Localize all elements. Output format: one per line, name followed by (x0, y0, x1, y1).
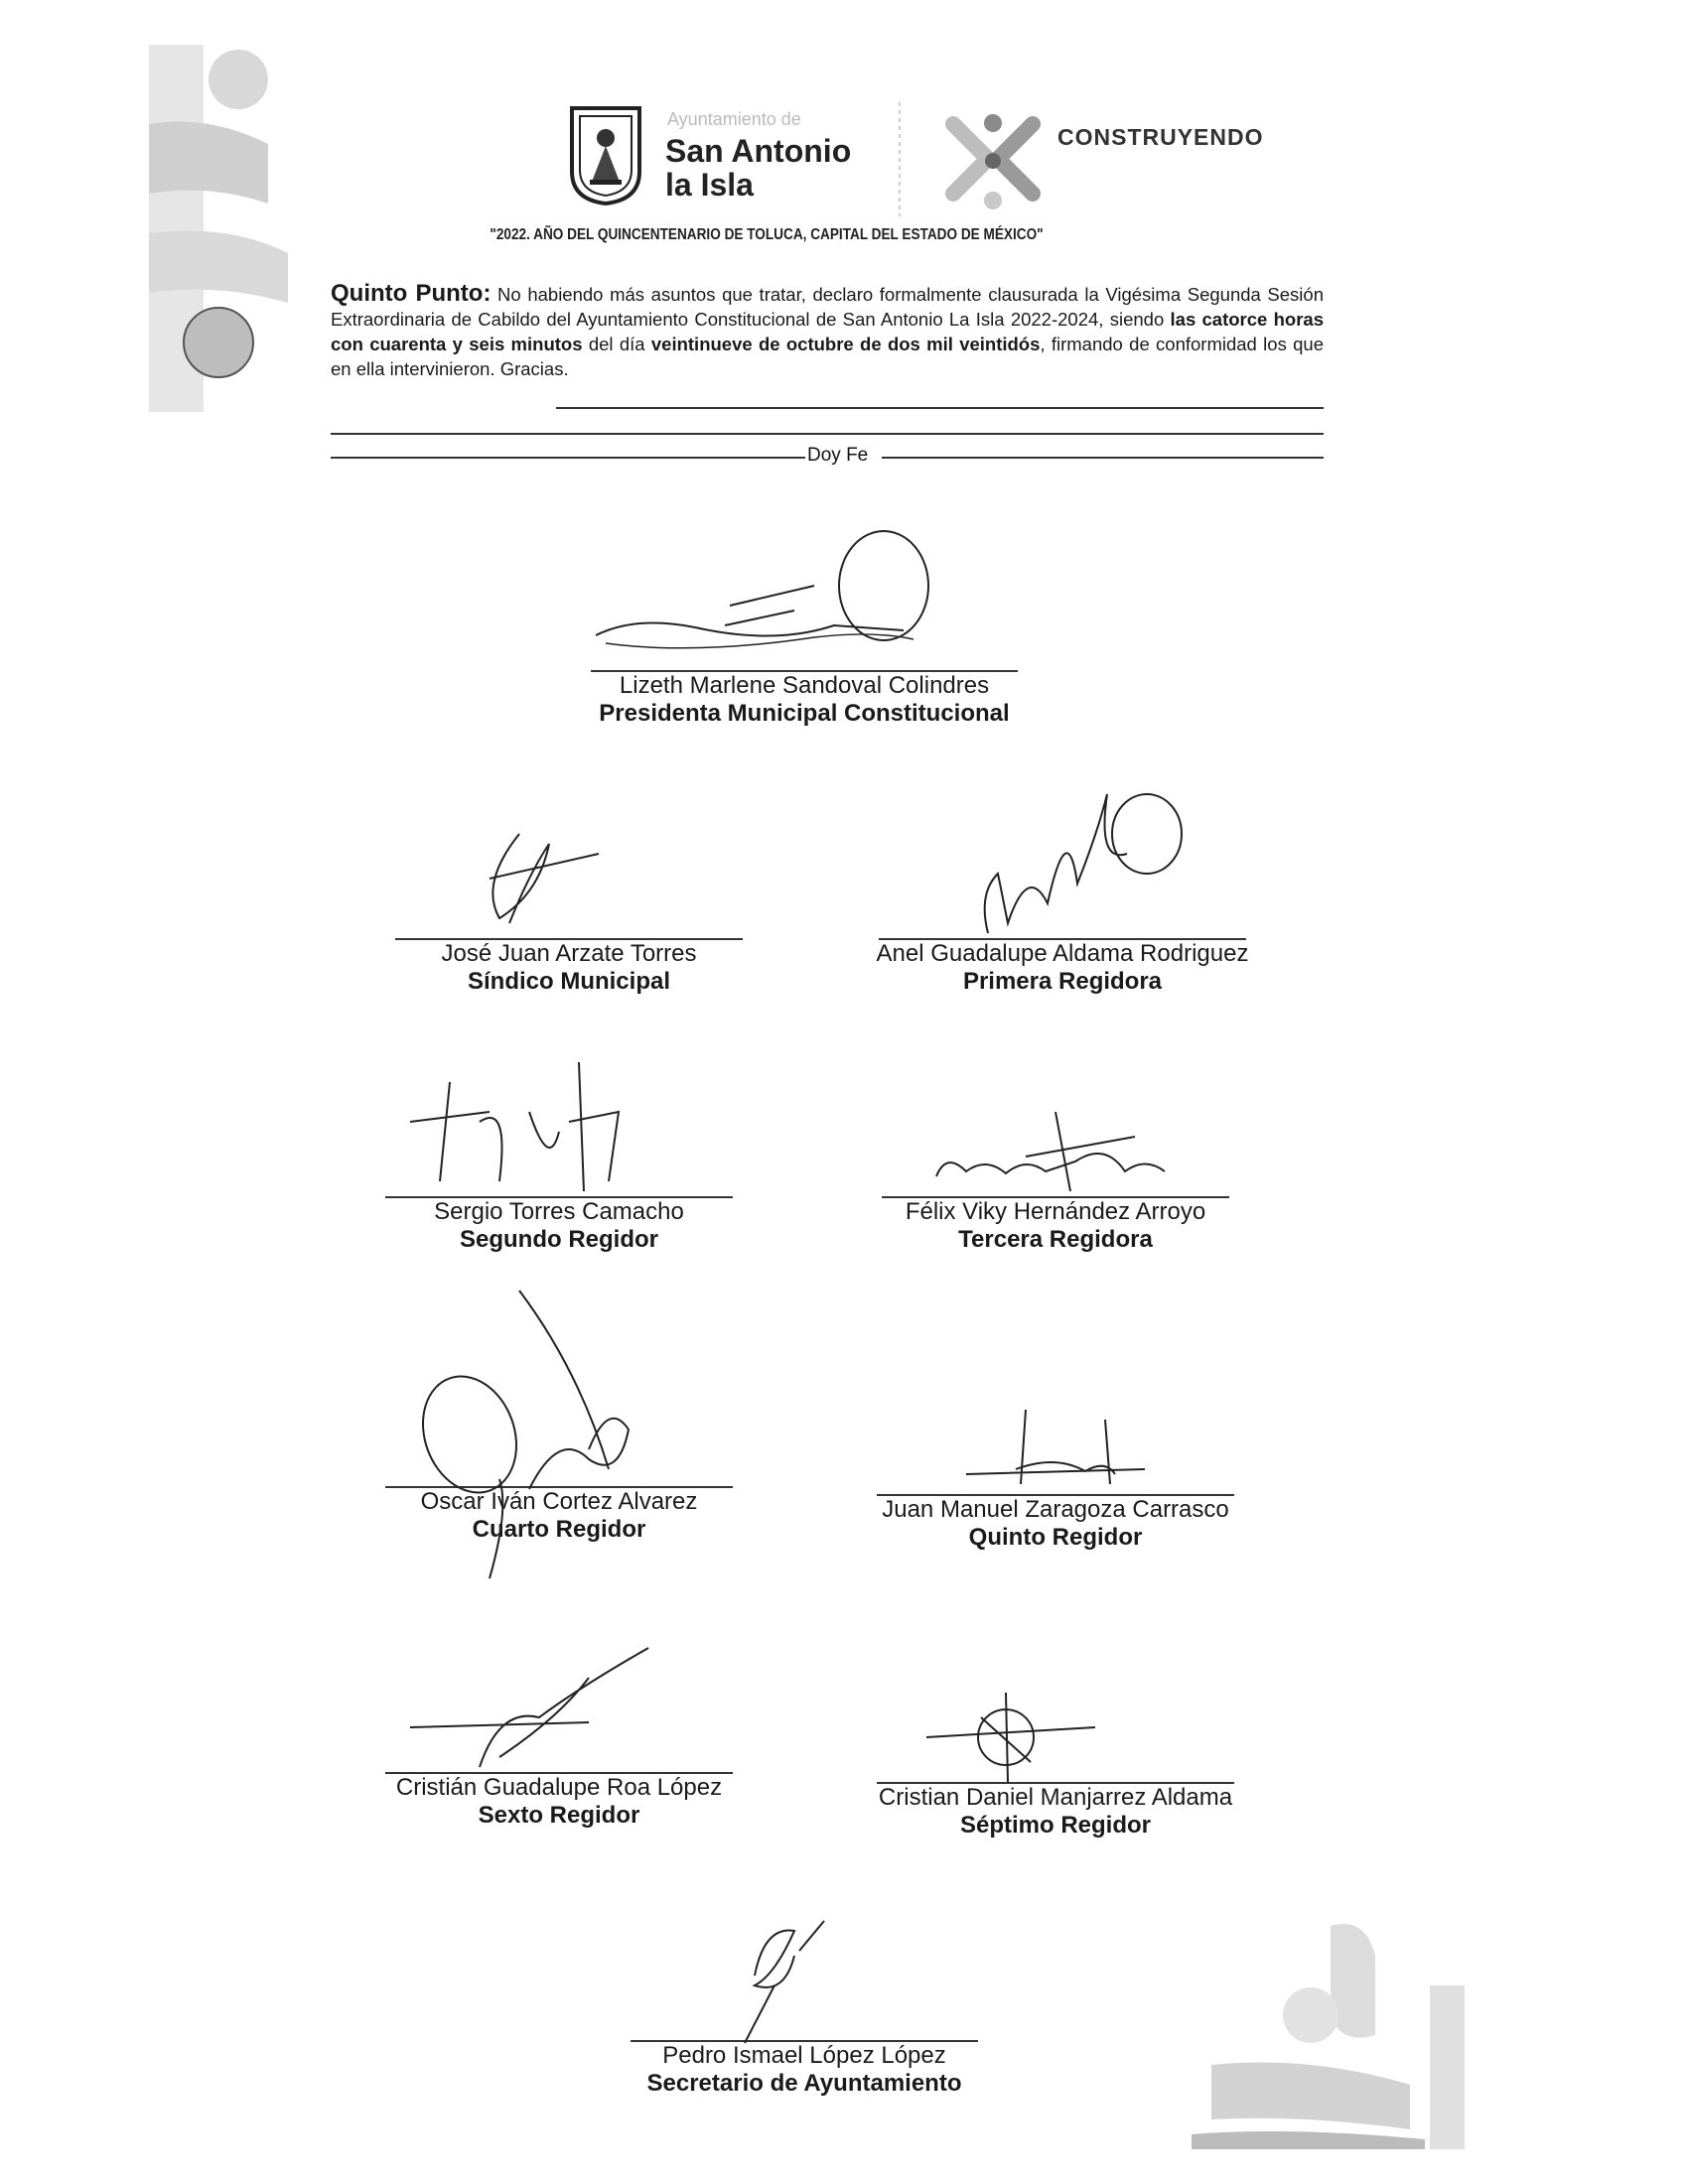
signatory-role: Presidenta Municipal Constitucional (599, 700, 1010, 727)
signatory-role: Quinto Regidor (968, 1524, 1143, 1551)
handwritten-signature (380, 1052, 738, 1201)
signatory-name: José Juan Arzate Torres (441, 940, 697, 967)
signatory-name: Cristian Daniel Manjarrez Aldama (878, 1784, 1233, 1811)
signatory-name: Félix Viky Hernández Arroyo (905, 1198, 1206, 1225)
signature-block-secretario (626, 1916, 983, 2098)
doy-fe-text: Doy Fe (807, 445, 869, 466)
signatory-name: Anel Guadalupe Aldama Rodriguez (876, 940, 1249, 967)
construyendo-text: CONSTRUYENDO (1057, 124, 1264, 150)
signature-block-septimo-regidor (867, 1688, 1244, 1840)
construyendo-logo-icon (938, 109, 1048, 213)
handwritten-signature (576, 516, 1033, 675)
decorative-corner-graphic-top-left (149, 45, 298, 422)
municipal-shield-icon (566, 102, 645, 206)
signature-block-tercera-regidora (877, 1102, 1234, 1254)
signatory-name: Pedro Ismael López López (662, 2042, 946, 2069)
signatory-name: Sergio Torres Camacho (434, 1198, 684, 1225)
signatory-name: Oscar Iván Cortez Alvarez (420, 1488, 698, 1515)
handwritten-signature (380, 1648, 738, 1777)
signature-block-primera-regidora (869, 754, 1256, 996)
header-divider (899, 102, 901, 216)
doy-fe-line (331, 445, 1324, 469)
signature-block-segundo-regidor (380, 1052, 738, 1254)
letterhead (556, 94, 1350, 233)
signatory-role: Secretario de Ayuntamiento (646, 2070, 962, 2097)
paragraph-bold-date: veintinueve de octubre de dos mil veintidós (650, 334, 1041, 354)
signature-block-sindico (390, 804, 748, 996)
signature-block-cuarto-regidor (380, 1291, 738, 1544)
municipality-name (665, 134, 851, 202)
signatory-name: Lizeth Marlene Sandoval Colindres (619, 672, 990, 699)
signatory-role: Tercera Regidora (958, 1226, 1153, 1253)
paragraph-lead: Quinto Punto: (331, 280, 492, 307)
fill-line (556, 407, 1324, 409)
municipality-caption: Ayuntamiento de (667, 109, 801, 129)
closing-paragraph (331, 281, 1324, 381)
handwritten-signature (626, 1916, 983, 2045)
paragraph-bold-time: las catorce horas con cuarenta y seis minutos (331, 309, 1324, 354)
handwritten-signature (877, 1102, 1234, 1201)
year-motto: "2022. AÑO DEL QUINCENTENARIO DE TOLUCA, CAPITAL DEL ESTADO DE MÉXICO" (490, 226, 1044, 243)
signature-block-sexto-regidor (380, 1648, 738, 1830)
signatory-role: Séptimo Regidor (959, 1812, 1151, 1839)
signatory-role: Primera Regidora (962, 968, 1163, 995)
handwritten-signature (867, 1688, 1244, 1787)
signatory-role: Segundo Regidor (460, 1226, 658, 1253)
signatory-name: Cristián Guadalupe Roa López (395, 1774, 723, 1801)
signatory-role: Síndico Municipal (467, 968, 670, 995)
paragraph-text-2: del día (582, 334, 651, 354)
paragraph-text-1: No habiendo más asuntos que tratar, declaro formalmente clausurada la Vigésima Segunda Sesión Extraordinaria de Cabildo del Ayuntamiento Constitucional de San Antonio La Isla 2022-2024, siendo (331, 284, 1324, 330)
municipality-name-line2: la Isla (665, 167, 754, 203)
handwritten-signature (867, 1400, 1244, 1499)
decorative-corner-graphic-bottom-right (1192, 1916, 1470, 2154)
paragraph-text-3: , firmando de conformidad los que en ella intervinieron. Gracias. (331, 334, 1324, 379)
signature-block-presidenta (576, 516, 1033, 728)
municipality-name-line1: San Antonio (665, 133, 852, 169)
signatory-role: Cuarto Regidor (472, 1516, 646, 1543)
handwritten-signature (869, 754, 1256, 943)
signatory-name: Juan Manuel Zaragoza Carrasco (882, 1496, 1229, 1523)
signatory-role: Sexto Regidor (478, 1802, 640, 1829)
fill-line (331, 433, 1324, 435)
handwritten-signature (380, 1291, 738, 1588)
signature-block-quinto-regidor (867, 1400, 1244, 1552)
handwritten-signature (390, 804, 748, 943)
